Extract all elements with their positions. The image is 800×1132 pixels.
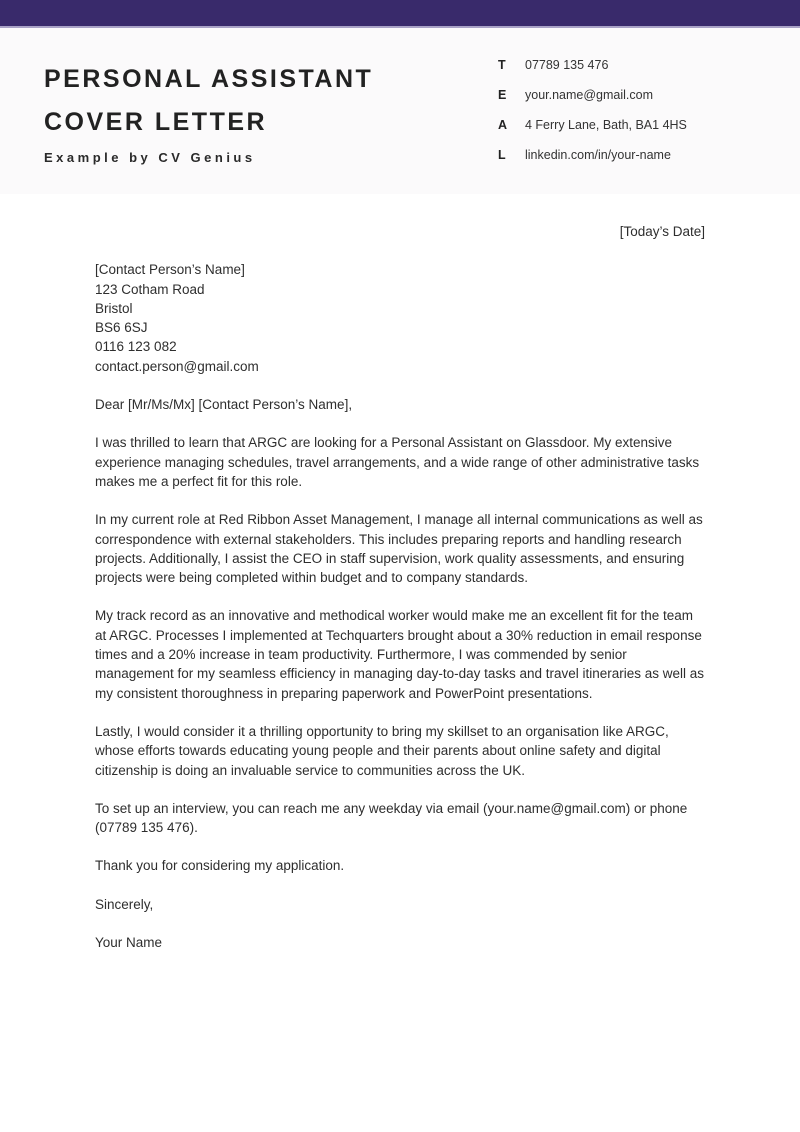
paragraph-intro: I was thrilled to learn that ARGC are looking for a Personal Assistant on Glassdoor. My extensive experience managing schedules, travel arrangements, and a wide range of other administrative tasks makes me a perfect fit for this role. — [95, 435, 700, 489]
recipient-name: [Contact Person’s Name] — [95, 262, 245, 278]
contact-row-address — [498, 118, 687, 148]
title-block — [44, 58, 373, 165]
paragraph-interview: To set up an interview, you can reach me any weekday via email (your.name@gmail.com) or phone (07789 135 476). — [95, 800, 688, 836]
recipient-block — [95, 260, 705, 376]
letter-body — [0, 222, 800, 952]
recipient-postcode: BS6 6SJ — [95, 320, 148, 336]
closing: Sincerely, — [95, 896, 154, 912]
contact-row-email — [498, 88, 687, 118]
linkedin-label: L — [498, 148, 506, 162]
phone-value: 07789 135 476 — [525, 58, 609, 72]
paragraph-motivation: Lastly, I would consider it a thrilling opportunity to bring my skillset to an organisation like ARGC, whose efforts towards educating young people and their parents about online safety and digital citizenship is doing an invaluable service to communities across the UK. — [95, 723, 669, 778]
page-title-line-2: COVER LETTER — [44, 108, 268, 136]
letter-header — [0, 28, 800, 194]
recipient-phone: 0116 123 082 — [95, 339, 177, 355]
page-title-line-1: PERSONAL ASSISTANT — [44, 65, 374, 93]
contact-block — [498, 58, 687, 178]
accent-bar — [0, 0, 800, 28]
signature: Your Name — [95, 935, 163, 951]
page-subtitle: Example by CV Genius — [44, 150, 256, 165]
recipient-city: Bristol — [95, 300, 133, 316]
paragraph-track-record: My track record as an innovative and methodical worker would make me an excellent fit for the team at ARGC. Processes I implemented at Techquarters brought about a 30% reduction in email response times and a 20% increase in team productivity. Furthermore, I was commended by senior management for my seamless efficiency in managing day-to-day tasks and travel itineraries as well as my consistent thoroughness in preparing paperwork and PowerPoint presentations. — [95, 608, 705, 701]
address-value: 4 Ferry Lane, Bath, BA1 4HS — [525, 118, 687, 132]
email-label: E — [498, 88, 507, 102]
letter-date: [Today’s Date] — [619, 224, 705, 239]
recipient-street: 123 Cotham Road — [95, 281, 205, 297]
thanks-line: Thank you for considering my application. — [95, 858, 345, 874]
paragraph-current-role: In my current role at Red Ribbon Asset Management, I manage all internal communications as well as correspondence with external stakeholders. This includes preparing reports and handling research projects. Additionally, I assist the CEO in staff supervision, work quality assessments, and ensuring projects were being completed within budget and to company standards. — [95, 512, 703, 586]
contact-row-phone — [498, 58, 687, 88]
phone-label: T — [498, 58, 506, 72]
contact-row-linkedin — [498, 148, 687, 178]
email-value: your.name@gmail.com — [525, 88, 654, 102]
linkedin-value: linkedin.com/in/your-name — [525, 148, 671, 162]
page-title — [44, 58, 373, 144]
salutation: Dear [Mr/Ms/Mx] [Contact Person’s Name], — [95, 397, 353, 413]
recipient-email: contact.person@gmail.com — [95, 358, 259, 374]
address-label: A — [498, 118, 508, 132]
